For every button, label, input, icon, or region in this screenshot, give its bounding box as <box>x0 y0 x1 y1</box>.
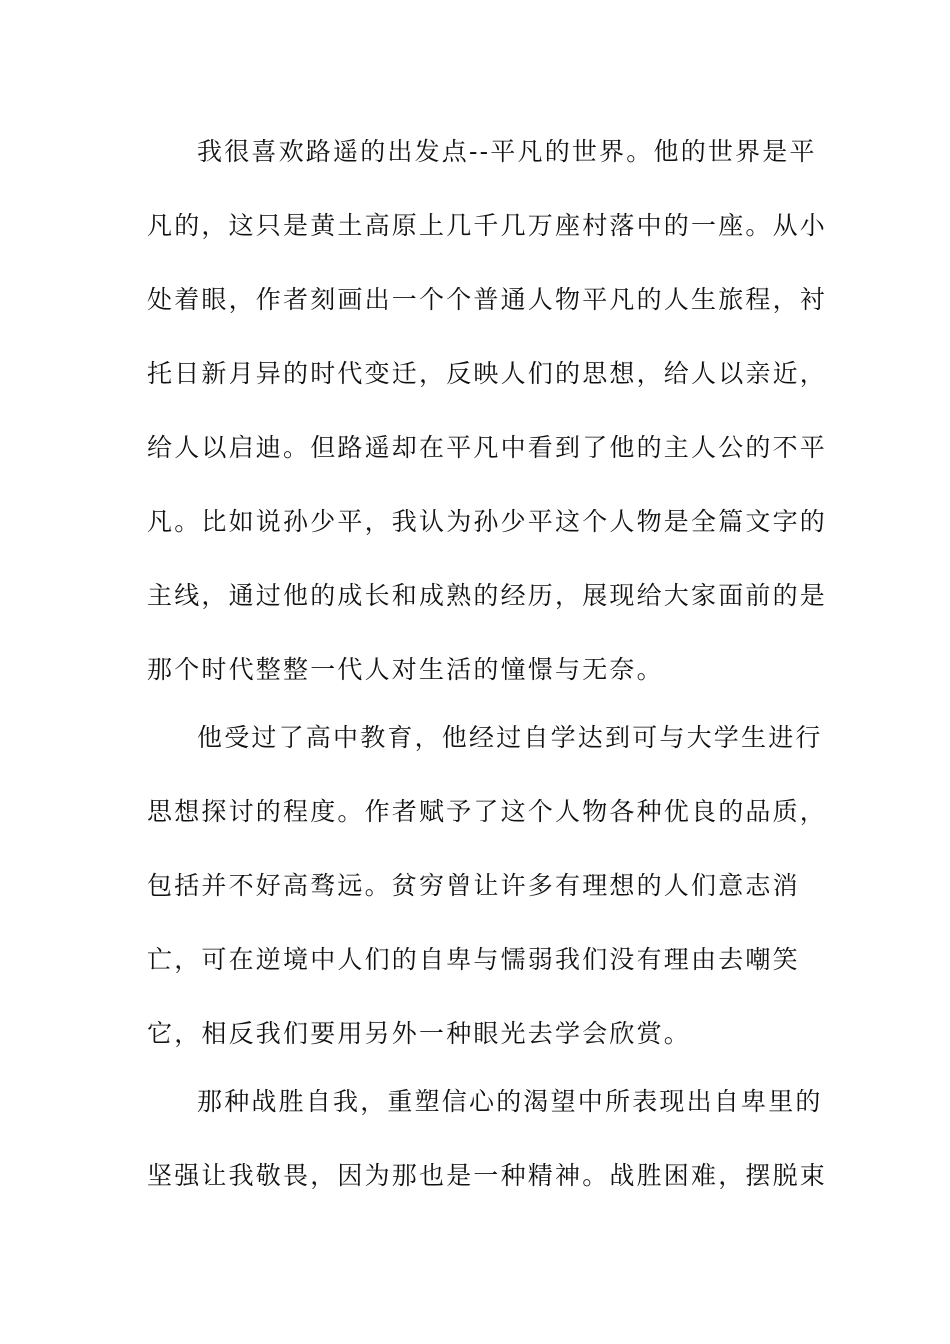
paragraph-2-line-3: 包括并不好高骛远。贫穷曾让许多有理想的人们意志消 <box>147 871 800 900</box>
paragraph-2-line-2: 思想探讨的程度。作者赋予了这个人物各种优良的品质， <box>147 797 828 826</box>
paragraph-1-line-4: 托日新月异的时代变迁，反映人们的思想，给人以亲近， <box>147 359 828 388</box>
paragraph-2-line-5: 它，相反我们要用另外一种眼光去学会欣赏。 <box>147 1019 692 1048</box>
paragraph-2-line-1: 他受过了高中教育，他经过自学达到可与大学生进行 <box>197 723 823 752</box>
paragraph-3-line-2: 坚强让我敬畏，因为那也是一种精神。战胜困难，摆脱束 <box>147 1161 828 1190</box>
paragraph-2-line-4: 亡，可在逆境中人们的自卑与懦弱我们没有理由去嘲笑 <box>147 945 800 974</box>
paragraph-1-line-7: 主线，通过他的成长和成熟的经历，展现给大家面前的是 <box>147 581 828 610</box>
paragraph-3-line-1: 那种战胜自我，重塑信心的渴望中所表现出自卑里的 <box>197 1087 823 1116</box>
paragraph-1-line-8: 那个时代整整一代人对生活的憧憬与无奈。 <box>147 655 664 684</box>
paragraph-1-line-6: 凡。比如说孙少平，我认为孙少平这个人物是全篇文字的 <box>147 507 828 536</box>
paragraph-1-line-3: 处着眼，作者刻画出一个个普通人物平凡的人生旅程，衬 <box>147 285 828 314</box>
paragraph-1-line-2: 凡的，这只是黄土高原上几千几万座村落中的一座。从小 <box>147 211 828 240</box>
paragraph-1-line-1: 我很喜欢路遥的出发点--平凡的世界。他的世界是平 <box>197 137 817 166</box>
paragraph-1-line-5: 给人以启迪。但路遥却在平凡中看到了他的主人公的不平 <box>147 433 828 462</box>
